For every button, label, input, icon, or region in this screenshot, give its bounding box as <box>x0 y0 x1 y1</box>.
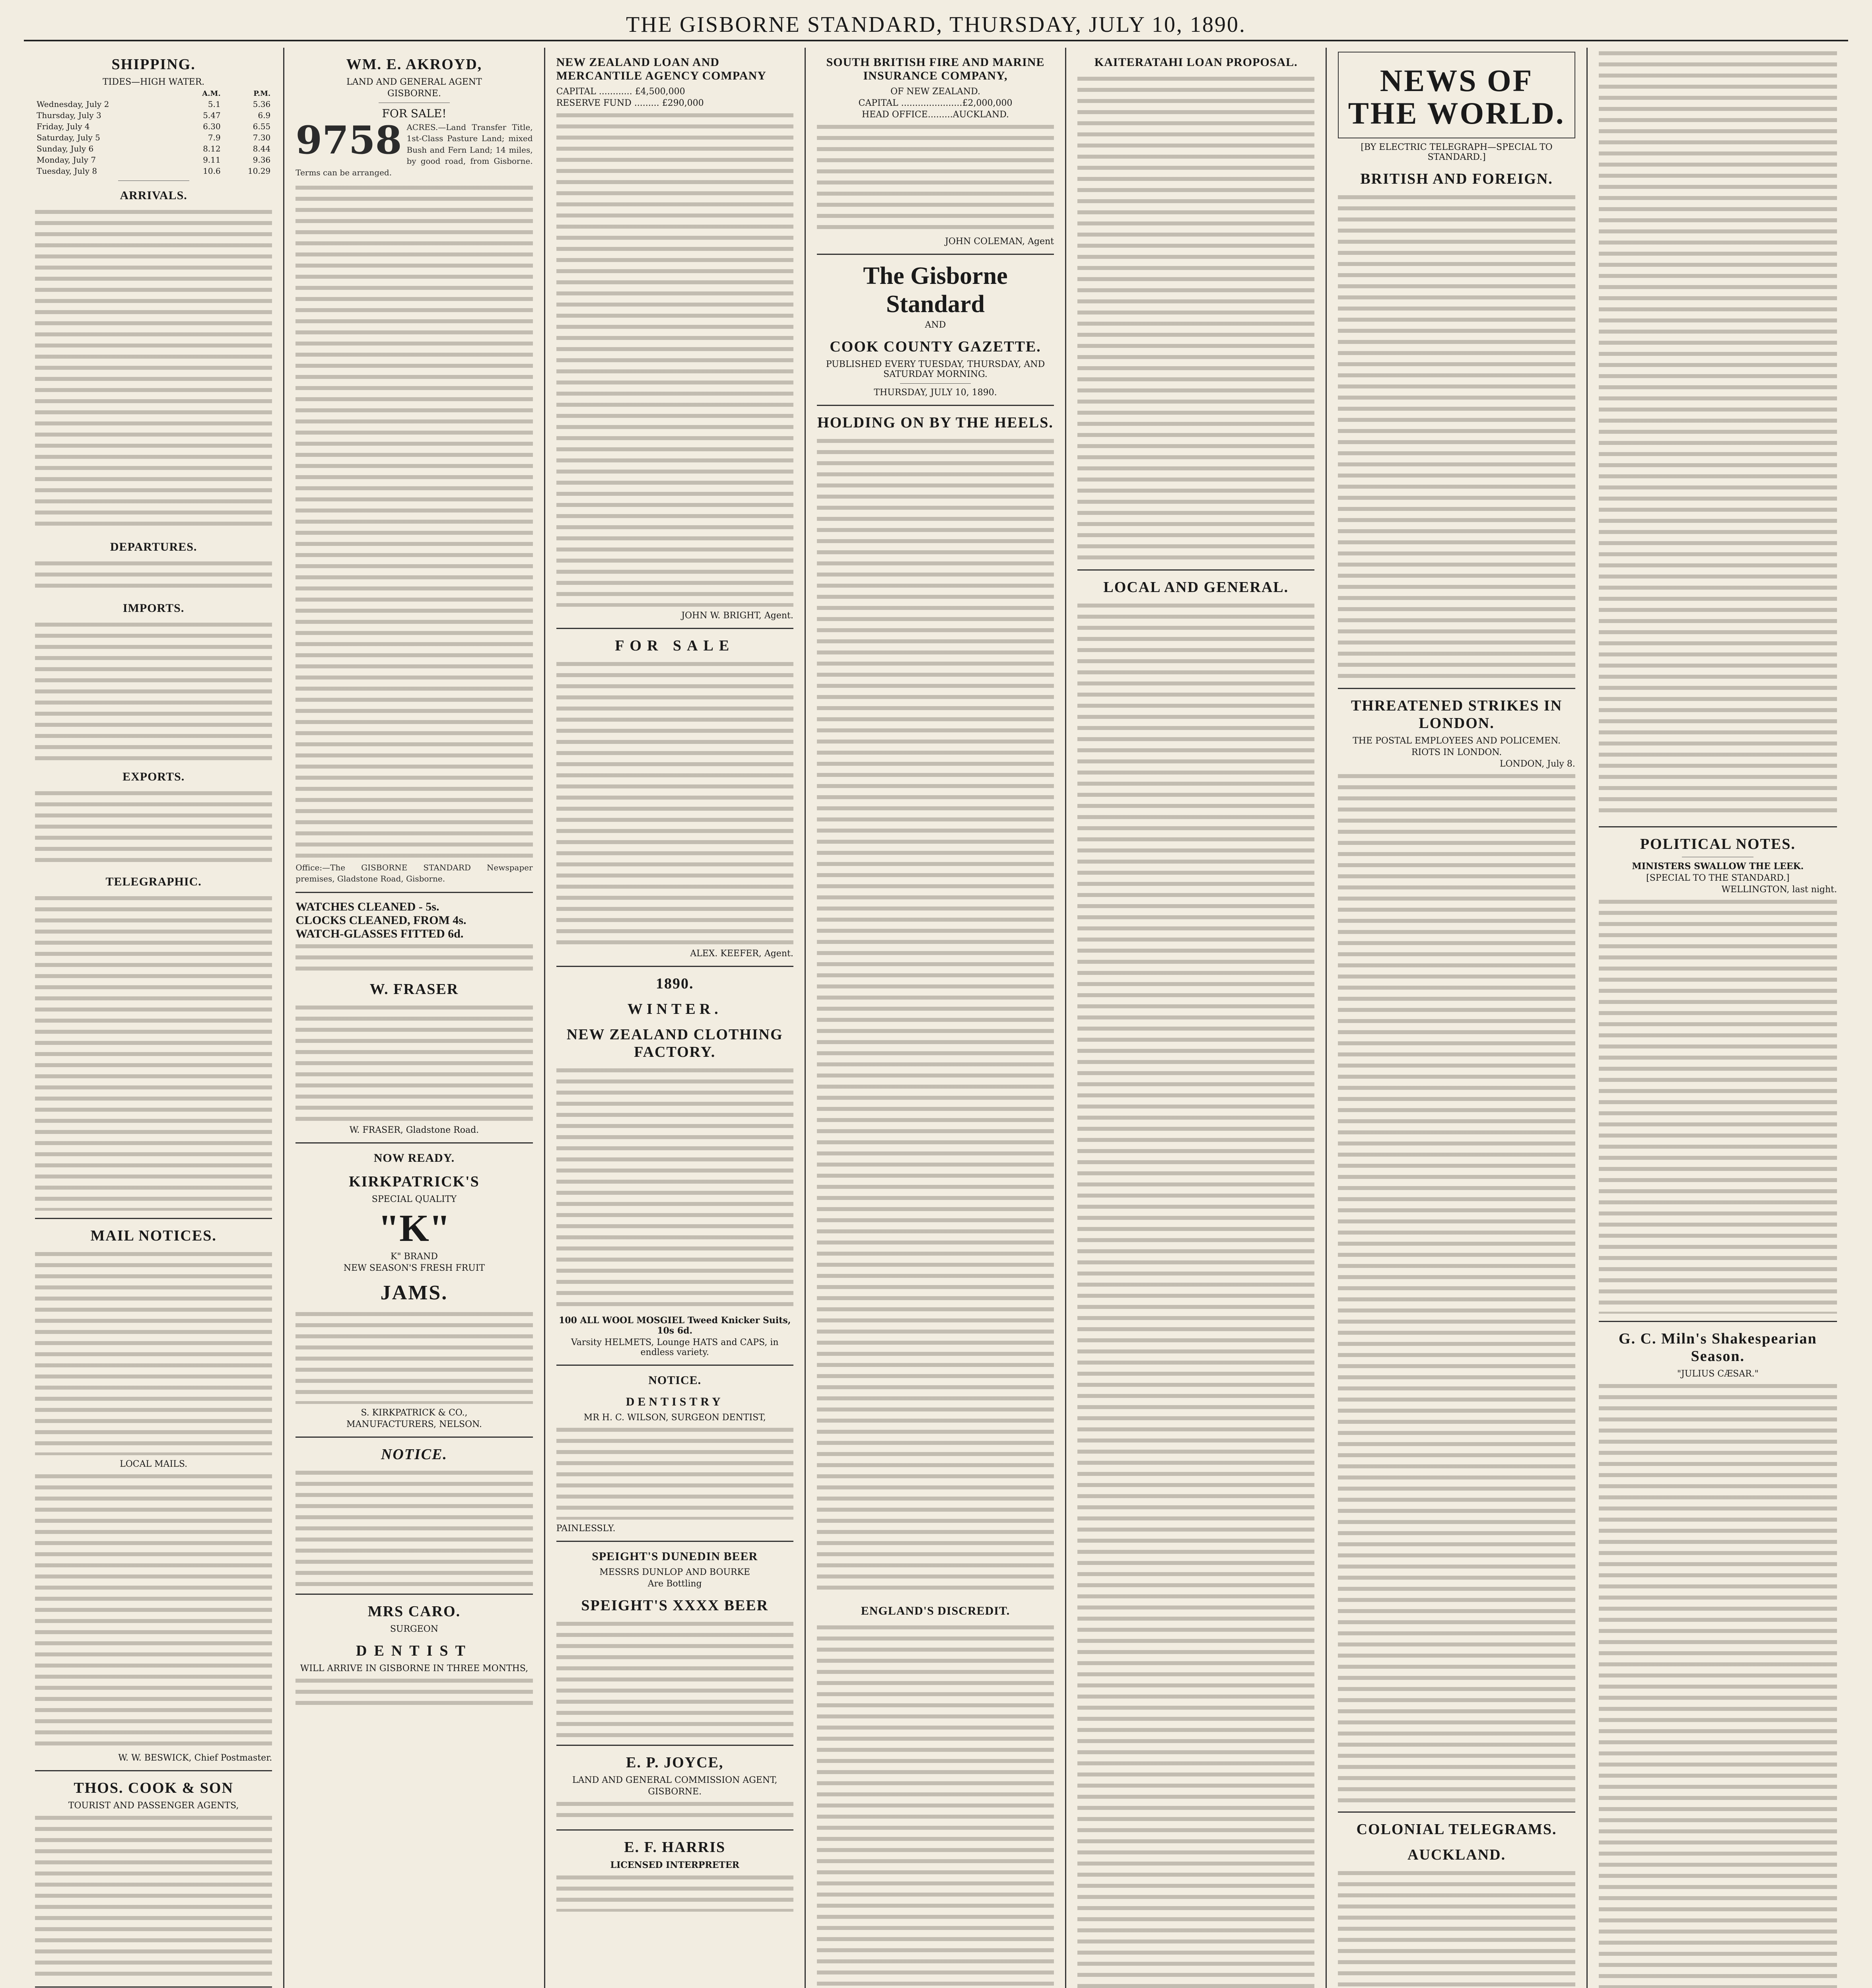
tide-table <box>35 89 272 177</box>
body-text-block <box>556 658 793 945</box>
political-notes-heading: POLITICAL NOTES. <box>1640 836 1796 852</box>
office-notice: Office:—The GISBORNE STANDARD Newspaper premises, Gladstone Road, Gisborne. <box>295 862 533 884</box>
imports-heading: IMPORTS. <box>122 602 185 615</box>
akroyd-for-sale: FOR SALE! <box>382 107 447 120</box>
body-text-block <box>1338 192 1575 681</box>
paper-subtitle: COOK COUNTY GAZETTE. <box>830 338 1041 355</box>
speight-sub: MESSRS DUNLOP AND BOURKE <box>599 1567 750 1577</box>
body-text-block <box>295 1002 533 1121</box>
table-row: Thursday, July 3 5.47 6.9 <box>37 111 271 120</box>
harris-sub: LICENSED INTERPRETER <box>610 1860 739 1870</box>
harris-heading: E. F. HARRIS <box>624 1839 726 1856</box>
julius-caesar: "JULIUS CÆSAR." <box>1677 1369 1759 1379</box>
body-text-block <box>35 893 272 1211</box>
fraser-heading: W. FRASER <box>369 980 459 998</box>
riots-heading: RIOTS IN LONDON. <box>1411 747 1502 757</box>
for-sale-heading: FOR SALE <box>615 637 735 654</box>
fraser-footer: W. FRASER, Gladstone Road. <box>349 1125 479 1135</box>
column-4 <box>806 48 1066 1988</box>
wellington-dateline: WELLINGTON, last night. <box>1721 885 1837 895</box>
holding-heading: HOLDING ON BY THE HEELS. <box>817 414 1054 431</box>
jams-heading: JAMS. <box>380 1281 448 1304</box>
sbfire-sub: OF NEW ZEALAND. <box>890 87 981 97</box>
sbfire-office: HEAD OFFICE.........AUCKLAND. <box>861 110 1009 120</box>
land-listing <box>295 122 533 178</box>
kirkpatrick-k: "K" <box>378 1206 451 1249</box>
body-text-block <box>35 558 272 594</box>
column-3 <box>545 48 806 1988</box>
body-text-block <box>1077 600 1314 1988</box>
caro-dentist: DENTIST <box>356 1642 472 1659</box>
caro-surgeon: SURGEON <box>390 1624 438 1634</box>
akroyd-subheading: LAND AND GENERAL AGENT <box>346 77 482 87</box>
tides-heading: TIDES—HIGH WATER. <box>103 77 205 87</box>
telegraphic-heading: TELEGRAPHIC. <box>105 875 202 888</box>
kirkpatrick-company: S. KIRKPATRICK & CO., <box>361 1408 468 1418</box>
body-text-block <box>817 435 1054 1596</box>
body-text-block <box>817 121 1054 233</box>
kaiteratahi-heading: KAITERATAHI LOAN PROPOSAL. <box>1094 56 1298 69</box>
varsity-helmets: Varsity HELMETS, Lounge HATS and CAPS, in endless variety. <box>571 1338 779 1357</box>
departures-heading: DEPARTURES. <box>110 540 197 553</box>
mosgiel-suits: 100 ALL WOOL MOSGIEL Tweed Knicker Suits, 10s 6d. <box>558 1315 791 1336</box>
body-text-block <box>1599 1380 1837 1988</box>
body-text-block <box>35 206 272 532</box>
now-ready-heading: NOW READY. <box>373 1151 455 1165</box>
speight-bottling: Are Bottling <box>647 1579 702 1589</box>
paper-and: AND <box>925 320 946 330</box>
caro-visit: WILL ARRIVE IN GISBORNE IN THREE MONTHS, <box>300 1663 529 1673</box>
body-text-block <box>35 1471 272 1749</box>
body-text-block <box>295 1675 533 1707</box>
sbfire-heading: SOUTH BRITISH FIRE AND MARINE INSURANCE COMPANY, <box>826 56 1045 82</box>
column-1 <box>24 48 284 1988</box>
speight-heading: SPEIGHT'S DUNEDIN BEER <box>592 1550 758 1563</box>
sbfire-capital: CAPITAL ......................£2,000,000 <box>858 98 1013 108</box>
wilson-dentist: MR H. C. WILSON, SURGEON DENTIST, <box>583 1413 766 1423</box>
table-row: Saturday, July 5 7.9 7.30 <box>37 133 271 142</box>
ministers-leek: MINISTERS SWALLOW THE LEEK. <box>1632 861 1804 872</box>
joyce-heading: E. P. JOYCE, <box>626 1754 724 1771</box>
body-text-block <box>1338 1868 1575 1988</box>
special-dispatch: [SPECIAL TO THE STANDARD.] <box>1646 873 1790 883</box>
body-text-block <box>35 1812 272 1979</box>
body-text-block <box>1599 896 1837 1314</box>
page-columns <box>24 48 1848 1988</box>
kirkpatrick-season: NEW SEASON'S FRESH FRUIT <box>343 1263 485 1273</box>
cook-subheading: TOURIST AND PASSENGER AGENTS, <box>68 1801 239 1811</box>
kirkpatrick-manufacturers: MANUFACTURERS, NELSON. <box>346 1419 482 1429</box>
column-2 <box>284 48 545 1988</box>
milns-heading: G. C. Miln's Shakespearian Season. <box>1619 1330 1817 1365</box>
paper-name: The Gisborne Standard <box>863 262 1008 318</box>
clothing-factory-heading: NEW ZEALAND CLOTHING FACTORY. <box>566 1026 783 1060</box>
column-6 <box>1327 48 1587 1988</box>
nzloan-reserve: RESERVE FUND ......... £290,000 <box>556 98 704 108</box>
tide-am-label: A.M. <box>202 89 221 98</box>
mail-signature: W. W. BESWICK, Chief Postmaster. <box>118 1753 272 1763</box>
nzloan-capital: CAPITAL ............ £4,500,000 <box>556 87 685 97</box>
body-text-block <box>295 1309 533 1404</box>
body-text-block <box>1599 48 1837 819</box>
bright-signature: JOHN W. BRIGHT, Agent. <box>681 611 793 621</box>
arrivals-heading: ARRIVALS. <box>120 189 187 202</box>
kirkpatrick-subheading: SPECIAL QUALITY <box>371 1194 457 1204</box>
column-7 <box>1588 48 1848 1988</box>
coleman-signature: JOHN COLEMAN, Agent <box>945 237 1054 247</box>
column-5 <box>1066 48 1327 1988</box>
auckland-heading: AUCKLAND. <box>1407 1846 1506 1863</box>
local-mails-heading: LOCAL MAILS. <box>120 1459 188 1469</box>
paper-date: THURSDAY, JULY 10, 1890. <box>874 388 997 398</box>
body-text-block <box>556 1798 793 1822</box>
england-discredit-heading: ENGLAND'S DISCREDIT. <box>861 1604 1010 1617</box>
table-row: Tuesday, July 8 10.6 10.29 <box>37 166 271 176</box>
dentistry-heading: DENTISTRY <box>626 1395 724 1408</box>
london-dateline: LONDON, July 8. <box>1499 759 1575 769</box>
year-heading: 1890. <box>655 975 694 992</box>
body-text-block <box>1338 771 1575 1804</box>
body-text-block <box>556 1872 793 1912</box>
masthead: THE GISBORNE STANDARD, THURSDAY, JULY 10, 1890. <box>24 12 1848 41</box>
watch-glasses: WATCH-GLASSES FITTED 6d. <box>295 927 464 940</box>
shipping-heading: SHIPPING. <box>111 56 196 73</box>
body-text-block <box>35 1248 272 1455</box>
clocks-cleaned: CLOCKS CLEANED, FROM 4s. <box>295 913 467 927</box>
painlessly: PAINLESSLY. <box>556 1524 616 1534</box>
table-row: Wednesday, July 2 5.1 5.36 <box>37 99 271 109</box>
table-row: Monday, July 7 9.11 9.36 <box>37 155 271 165</box>
acreage-text: ACRES.—Land Transfer Title, 1st-Class Pasture Land; mixed Bush and Fern Land; 14 miles, by good road, from Gisborne. Terms can be arranged. <box>295 122 533 177</box>
kirkpatrick-brand: K" BRAND <box>390 1251 438 1262</box>
akroyd-heading: WM. E. AKROYD, <box>346 56 482 73</box>
news-box <box>1338 52 1575 138</box>
body-text-block <box>35 788 272 867</box>
strikes-heading: THREATENED STRIKES IN LONDON. <box>1351 697 1563 732</box>
speight-xxxx: SPEIGHT'S XXXX BEER <box>581 1597 769 1614</box>
mail-notices-heading: MAIL NOTICES. <box>90 1227 217 1244</box>
akroyd-place: GISBORNE. <box>387 89 441 99</box>
tide-pm-label: P.M. <box>253 89 271 98</box>
body-text-block <box>556 1424 793 1520</box>
exports-heading: EXPORTS. <box>122 770 185 783</box>
body-text-block <box>817 1622 1054 1988</box>
joyce-place: GISBORNE. <box>648 1787 702 1797</box>
notice-heading: NOTICE. <box>381 1446 447 1463</box>
body-text-block <box>556 1618 793 1738</box>
strikes-sub: THE POSTAL EMPLOYEES AND POLICEMEN. <box>1353 736 1561 746</box>
body-text-block <box>295 941 533 973</box>
kirkpatrick-heading: KIRKPATRICK'S <box>349 1173 480 1190</box>
nzloan-heading: NEW ZEALAND LOAN AND MERCANTILE AGENCY COMPANY <box>556 56 766 82</box>
local-general-heading: LOCAL AND GENERAL. <box>1103 579 1289 596</box>
body-text-block <box>35 619 272 762</box>
notice-heading: NOTICE. <box>648 1374 702 1387</box>
news-sub: [BY ELECTRIC TELEGRAPH—SPECIAL TO STANDARD.] <box>1361 142 1553 162</box>
body-text-block <box>295 182 533 858</box>
winter-heading: WINTER. <box>627 1001 722 1017</box>
table-row: Friday, July 4 6.30 6.55 <box>37 122 271 131</box>
british-foreign-heading: BRITISH AND FOREIGN. <box>1360 170 1553 187</box>
caro-heading: MRS CARO. <box>367 1603 461 1620</box>
news-of-the-world-heading: NEWS OF THE WORLD. <box>1348 63 1565 130</box>
body-text-block <box>295 1467 533 1586</box>
body-text-block <box>556 110 793 607</box>
cook-heading: THOS. COOK & SON <box>74 1780 233 1796</box>
table-row: Sunday, July 6 8.12 8.44 <box>37 144 271 153</box>
joyce-sub: LAND AND GENERAL COMMISSION AGENT, <box>572 1775 778 1785</box>
body-text-block <box>556 1065 793 1311</box>
acreage-number: 9758 <box>295 122 402 163</box>
colonial-heading: COLONIAL TELEGRAMS. <box>1356 1821 1557 1838</box>
body-text-block <box>1077 73 1314 562</box>
paper-published: PUBLISHED EVERY TUESDAY, THURSDAY, AND SATURDAY MORNING. <box>826 359 1045 379</box>
keefer-signature: ALEX. KEEFER, Agent. <box>690 949 793 959</box>
watches-cleaned: WATCHES CLEANED - 5s. <box>295 900 439 913</box>
